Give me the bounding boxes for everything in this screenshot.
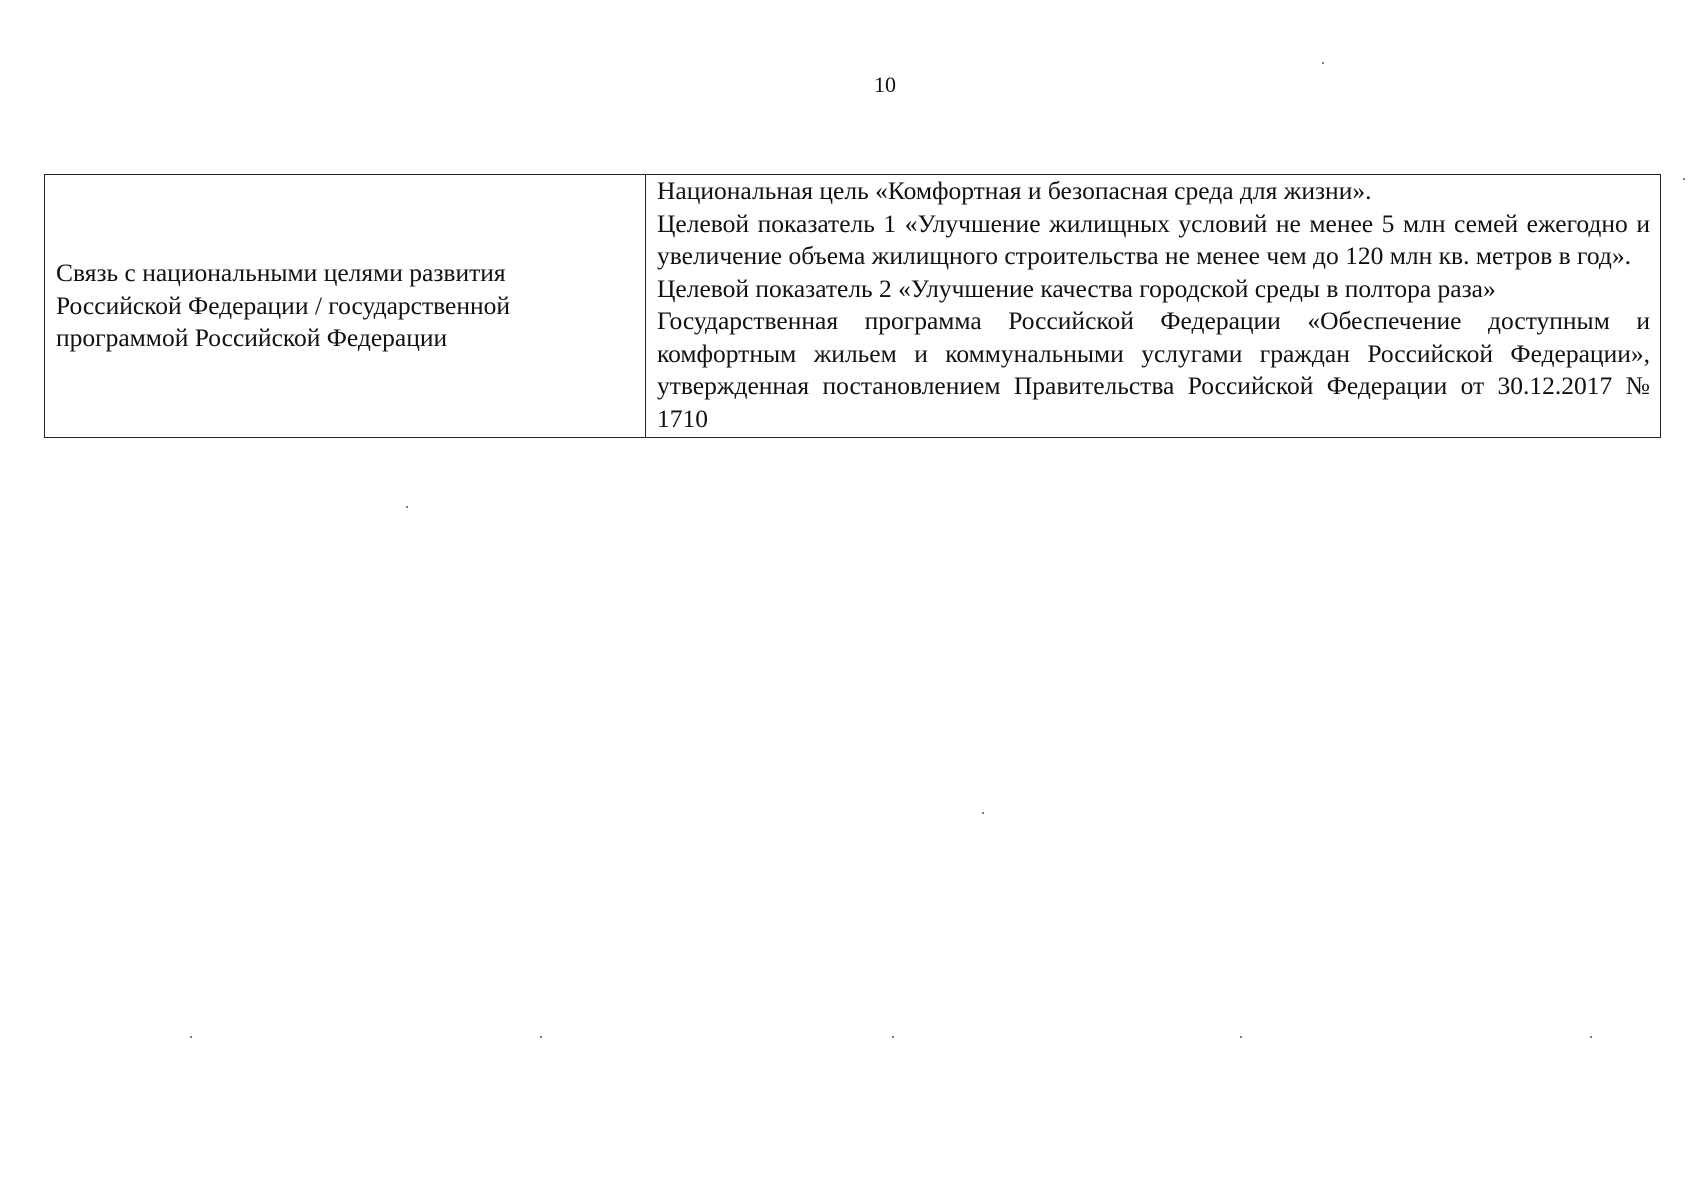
passport-table bbox=[44, 174, 1661, 438]
scan-speck bbox=[1590, 1036, 1592, 1038]
scan-speck bbox=[1240, 1036, 1242, 1038]
state-program-paragraph: Государственная программа Российской Федерации «Обеспечение доступным и комфортным жильем и коммунальными услугами граждан Российской Федерации», утвержденная постановлением Правительства Российской Федерации от 30.12.2017 № 1710 bbox=[657, 306, 1650, 433]
scan-speck bbox=[982, 812, 984, 814]
scan-speck bbox=[1683, 178, 1685, 180]
target-indicator-1-paragraph: Целевой показатель 1 «Улучшение жилищных условий не менее 5 млн семей ежегодно и увеличение объема жилищного строительства не менее чем до 120 млн кв. метров в год». bbox=[657, 208, 1650, 270]
scan-speck bbox=[406, 506, 408, 508]
scan-speck bbox=[1322, 62, 1324, 64]
scan-speck bbox=[540, 1036, 542, 1038]
row-label-cell: Связь с национальными целями развития Российской Федерации / государственной программой Российской Федерации bbox=[45, 175, 646, 438]
row-content-cell bbox=[646, 175, 1661, 438]
national-goal-paragraph: Национальная цель «Комфортная и безопасная среда для жизни». bbox=[657, 176, 1372, 205]
page-number: 10 bbox=[874, 72, 896, 97]
table-row bbox=[45, 175, 1661, 438]
target-indicator-2-paragraph: Целевой показатель 2 «Улучшение качества городской среды в полтора раза» bbox=[657, 273, 1496, 303]
scan-speck bbox=[892, 1036, 894, 1038]
scan-speck bbox=[190, 1036, 192, 1038]
